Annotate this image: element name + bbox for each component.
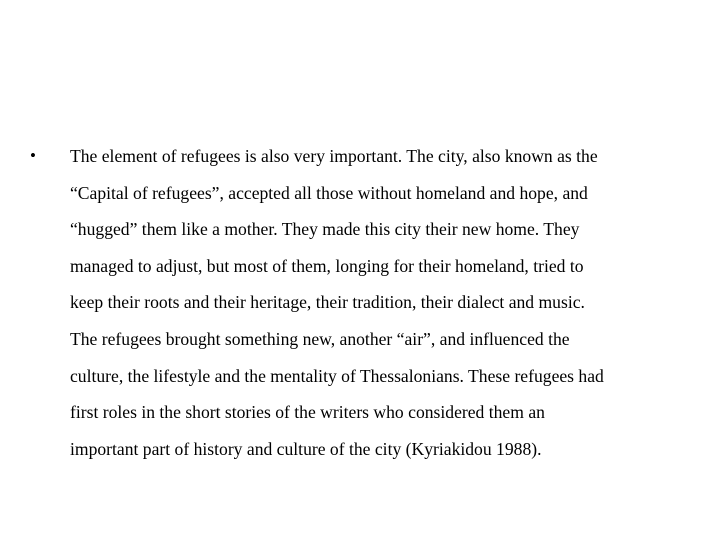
paragraph-line: “Capital of refugees”, accepted all those without homeland and hope, and (70, 182, 588, 203)
paragraph-line: The element of refugees is also very important. The city, also known as the (70, 146, 598, 166)
paragraph-line: culture, the lifestyle and the mentality of Thessalonians. These refugees had (70, 365, 604, 386)
paragraph-line: first roles in the short stories of the writers who considered them an (70, 402, 545, 423)
paragraph-line: “hugged” them like a mother. They made this city their new home. They (70, 219, 580, 240)
paragraph-line: managed to adjust, but most of them, longing for their homeland, tried to (70, 255, 584, 276)
paragraph-line: The refugees brought something new, another “air”, and influenced the (70, 328, 570, 349)
paragraph-line: important part of history and culture of the city (Kyriakidou 1988). (70, 438, 542, 459)
bullet-paragraph (70, 138, 690, 467)
bullet-icon: • (30, 146, 36, 165)
paragraph-line: keep their roots and their heritage, their tradition, their dialect and music. (70, 292, 585, 313)
